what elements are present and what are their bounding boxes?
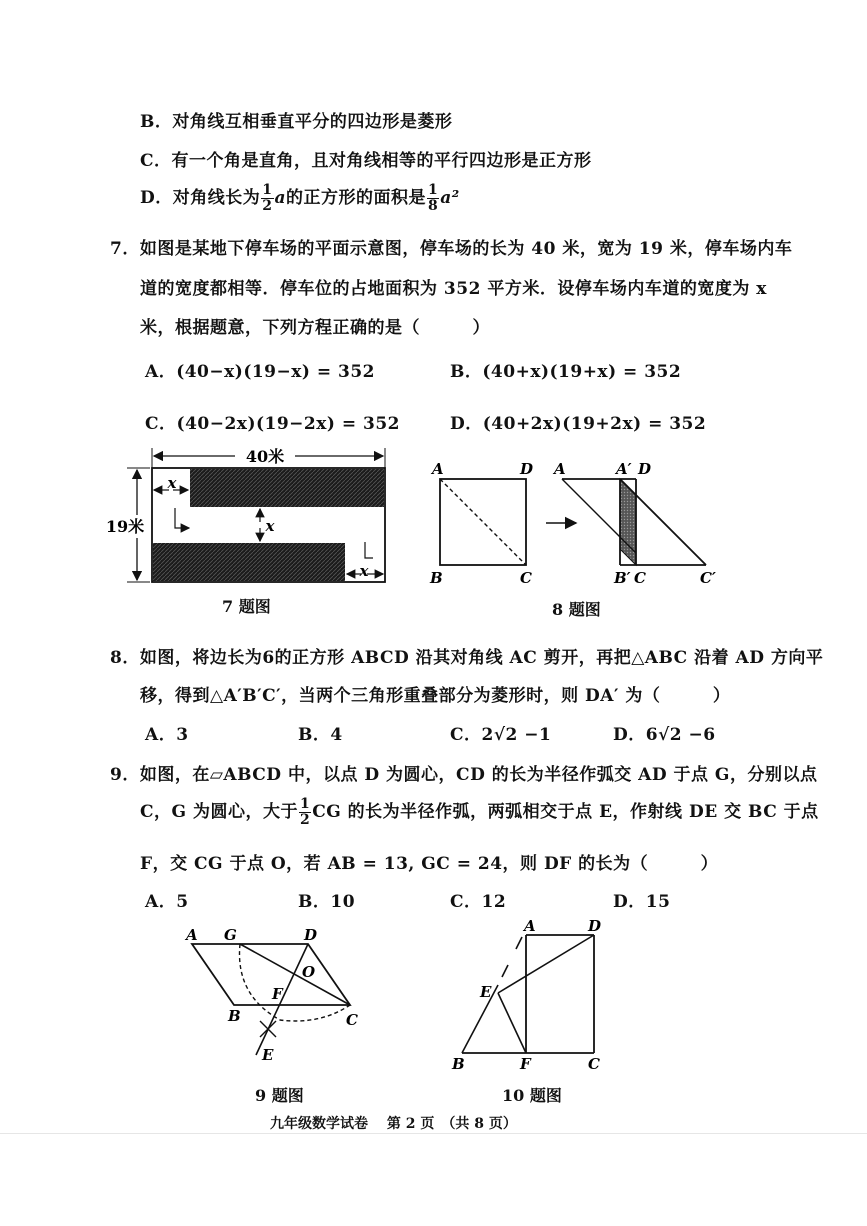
q6-option-d-var: a: [274, 188, 287, 208]
fig8-left-label-b: B: [430, 569, 443, 587]
q7-option-d: D．(40+2x)(19+2x) = 352: [450, 414, 707, 434]
fig9-label-a: A: [186, 926, 198, 944]
fig10-label-f: F: [520, 1055, 531, 1073]
figure-8-caption: 8 题图: [552, 600, 601, 619]
figure-7-caption: 7 题图: [222, 597, 271, 616]
fig8-left-label-a: A: [432, 460, 444, 478]
q6-option-d-fraction-2: $\frac{1}{8}$: [428, 182, 439, 214]
figure-7-parking-bottom: [153, 543, 345, 581]
q6-option-c: C．有一个角是直角，且对角线相等的平行四边形是正方形: [140, 151, 592, 171]
fig10-label-e: E: [480, 983, 492, 1001]
fig10-label-d: D: [588, 917, 602, 935]
fig8-right-label-d: D: [638, 460, 652, 478]
fig8-right-label-b-prime: B′: [614, 569, 631, 587]
q9-line-1: 9．如图，在▱ABCD 中，以点 D 为圆心，CD 的长为半径作弧交 AD 于点 G，分别以点: [110, 765, 818, 785]
q9-line-2-text-a: C，G 为圆心，大于: [140, 802, 298, 822]
q7-line-3: 米，根据题意，下列方程正确的是（ ）: [140, 318, 490, 338]
q8-line-2: 移，得到△A′B′C′，当两个三角形重叠部分为菱形时，则 DA′ 为（ ）: [140, 686, 731, 706]
fig9-label-d: D: [304, 926, 318, 944]
q6-option-d-text-a: D．对角线长为: [140, 188, 261, 208]
fig9-label-o: O: [302, 963, 316, 981]
q9-line-2-fraction: $\frac{1}{2}$: [299, 796, 311, 828]
q8-option-b: B．4: [298, 725, 343, 745]
q6-option-d-tail: a²: [440, 188, 460, 208]
fig8-right-label-c: C: [634, 569, 646, 587]
q9-option-a: A．5: [145, 892, 189, 912]
figure-7-var-left: x: [167, 474, 177, 492]
fig8-left-label-d: D: [520, 460, 534, 478]
q8-option-d: D．6√2 −6: [613, 725, 716, 745]
q6-option-d: [140, 180, 460, 216]
figure-9-caption: 9 题图: [255, 1086, 304, 1105]
q9-option-c: C．12: [450, 892, 507, 912]
fig9-label-c: C: [346, 1011, 358, 1029]
fig8-right-label-a-prime: A′: [616, 460, 632, 478]
page-footer: 九年级数学试卷 第 2 页 （共 8 页）: [270, 1116, 517, 1132]
q7-line-2: 道的宽度都相等．停车位的占地面积为 352 平方米．设停车场内车道的宽度为 x: [140, 279, 767, 299]
figure-7-parking-lot: [105, 440, 400, 590]
figure-7-width-label: 19米: [105, 517, 145, 536]
figure-10-square-construction: [450, 915, 620, 1075]
q9-option-b: B．10: [298, 892, 356, 912]
fig10-label-a: A: [524, 917, 536, 935]
q6-option-d-fraction-1: $\frac{1}{2}$: [262, 182, 273, 214]
q8-line-1: 8．如图，将边长为6的正方形 ABCD 沿其对角线 AC 剪开，再把△ABC 沿着 AD 方向平: [110, 648, 824, 668]
q8-option-a: A．3: [145, 725, 189, 745]
figure-7-parking-top: [190, 469, 384, 507]
fig9-label-b: B: [228, 1007, 241, 1025]
fig10-label-b: B: [452, 1055, 465, 1073]
q8-option-c: C．2√2 −1: [450, 725, 552, 745]
fig10-label-c: C: [588, 1055, 600, 1073]
q6-option-d-text-b: 的正方形的面积是: [286, 188, 427, 208]
q7-option-a: A．(40−x)(19−x) = 352: [145, 362, 376, 382]
fig9-label-e: E: [262, 1046, 274, 1064]
figure-9-parallelogram-construction: [180, 925, 370, 1070]
figure-10-caption: 10 题图: [502, 1086, 562, 1105]
fig8-right-label-a: A: [554, 460, 566, 478]
figure-7-var-right: x: [359, 562, 369, 580]
q7-option-c: C．(40−2x)(19−2x) = 352: [145, 414, 401, 434]
q7-line-1: 7．如图是某地下停车场的平面示意图，停车场的长为 40 米，宽为 19 米，停车场内车: [110, 239, 793, 259]
page-divider: [0, 1133, 867, 1134]
figure-7-var-middle: x: [265, 517, 275, 535]
q9-option-d: D．15: [613, 892, 671, 912]
fig9-label-g: G: [224, 926, 237, 944]
q6-option-b: B．对角线互相垂直平分的四边形是菱形: [140, 112, 453, 132]
q7-option-b: B．(40+x)(19+x) = 352: [450, 362, 682, 382]
q9-line-3: F，交 CG 于点 O，若 AB = 13, GC = 24，则 DF 的长为（ ）: [140, 854, 719, 874]
q9-line-2: [140, 794, 819, 830]
q9-line-2-text-b: CG 的长为半径作弧，两弧相交于点 E，作射线 DE 交 BC 于点: [312, 802, 819, 822]
fig8-right-label-c-prime: C′: [700, 569, 716, 587]
fig8-left-label-c: C: [520, 569, 532, 587]
fig9-label-f: F: [272, 985, 283, 1003]
figure-8-square-translation: [428, 455, 728, 590]
figure-7-length-label: 40米: [245, 447, 285, 466]
